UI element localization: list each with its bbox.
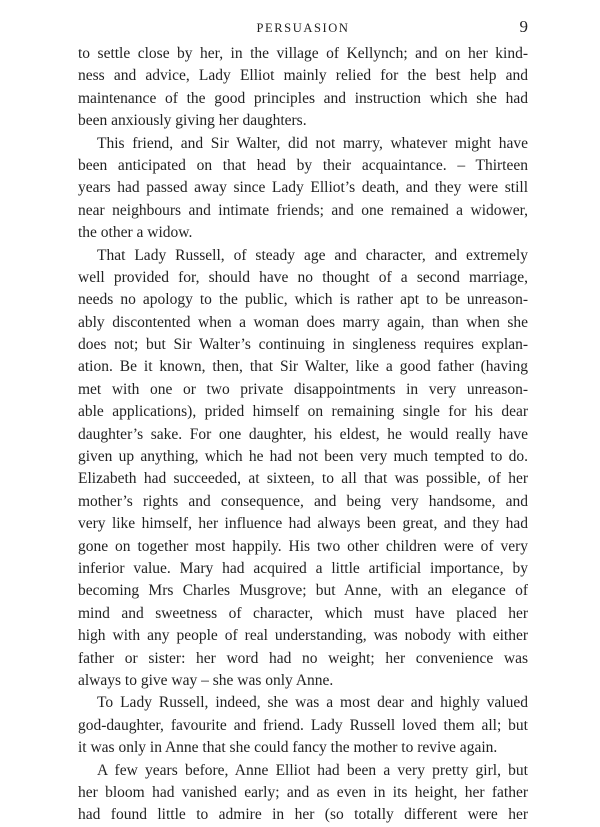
text-line: able applications), prided himself on remaining single for his dear xyxy=(78,403,528,421)
paragraph xyxy=(78,43,528,133)
text-line: inferior value. Mary had acquired a little artificial importance, by xyxy=(78,559,528,577)
text-line: That Lady Russell, of steady age and character, and extremely xyxy=(97,246,528,264)
text-line: mind and sweetness of character, which must have placed her xyxy=(78,604,528,622)
text-line: well provided for, should have no thought of a second marriage, xyxy=(78,268,528,286)
text-line: been anxiously giving her daughters. xyxy=(78,112,307,130)
text-line: does not; but Sir Walter’s continuing in singleness requires explan- xyxy=(78,336,528,354)
text-line: gone on together most happily. His two other children were of very xyxy=(78,537,528,555)
text-line: maintenance of the good principles and instruction which she had xyxy=(78,89,528,107)
text-line: god-daughter, favourite and friend. Lady Russell loved them all; but xyxy=(78,716,528,734)
text-line: A few years before, Anne Elliot had been a very pretty girl, but xyxy=(97,761,528,779)
paragraph xyxy=(78,245,528,693)
text-line: always to give way – she was only Anne. xyxy=(78,671,334,689)
text-line: To Lady Russell, indeed, she was a most dear and highly valued xyxy=(97,694,528,712)
text-line: it was only in Anne that she could fancy the mother to revive again. xyxy=(78,739,498,757)
text-line: ably discontented when a woman does marry again, than when she xyxy=(78,313,528,331)
running-title: PERSUASION xyxy=(256,21,350,35)
text-line: father or sister: her word had no weight; her convenience was xyxy=(78,649,528,667)
text-line: high with any people of real understanding, was nobody with either xyxy=(78,627,528,645)
text-line: to settle close by her, in the village of Kellynch; and on her kind- xyxy=(78,45,528,62)
text-line: near neighbours and intimate friends; and one remained a widower, xyxy=(78,201,528,219)
text-line: the other a widow. xyxy=(78,224,193,242)
body-text xyxy=(78,43,528,827)
paragraph xyxy=(78,760,528,827)
text-line: daughter’s sake. For one daughter, his eldest, he would really have xyxy=(78,425,528,443)
paragraph xyxy=(78,692,528,759)
text-line: been anticipated on that head by their acquaintance. – Thirteen xyxy=(78,156,528,174)
text-line: ness and advice, Lady Elliot mainly relied for the best help and xyxy=(78,67,528,85)
text-line: her bloom had vanished early; and as even in its height, her father xyxy=(78,783,528,801)
text-line: needs no apology to the public, which is rather apt to be unreason- xyxy=(78,291,528,309)
running-header xyxy=(78,18,528,38)
text-line: mother’s rights and consequence, and being very handsome, and xyxy=(78,492,528,510)
text-line: Elizabeth had succeeded, at sixteen, to all that was possible, of her xyxy=(78,470,528,488)
text-line: ation. Be it known, then, that Sir Walter, like a good father (having xyxy=(78,358,528,376)
page-number: 9 xyxy=(519,17,528,36)
text-line: given up anything, which he had not been very much tempted to do. xyxy=(78,448,528,466)
paragraph xyxy=(78,133,528,245)
text-line: very like himself, her influence had always been great, and they had xyxy=(78,515,528,533)
text-line: This friend, and Sir Walter, did not marry, whatever might have xyxy=(97,134,528,152)
text-line: met with one or two private disappointments in very unreason- xyxy=(78,380,528,398)
text-line: becoming Mrs Charles Musgrove; but Anne, with an elegance of xyxy=(78,582,528,600)
text-line: years had passed away since Lady Elliot’s death, and they were still xyxy=(78,179,528,197)
text-line: had found little to admire in her (so totally different were her xyxy=(78,806,528,824)
